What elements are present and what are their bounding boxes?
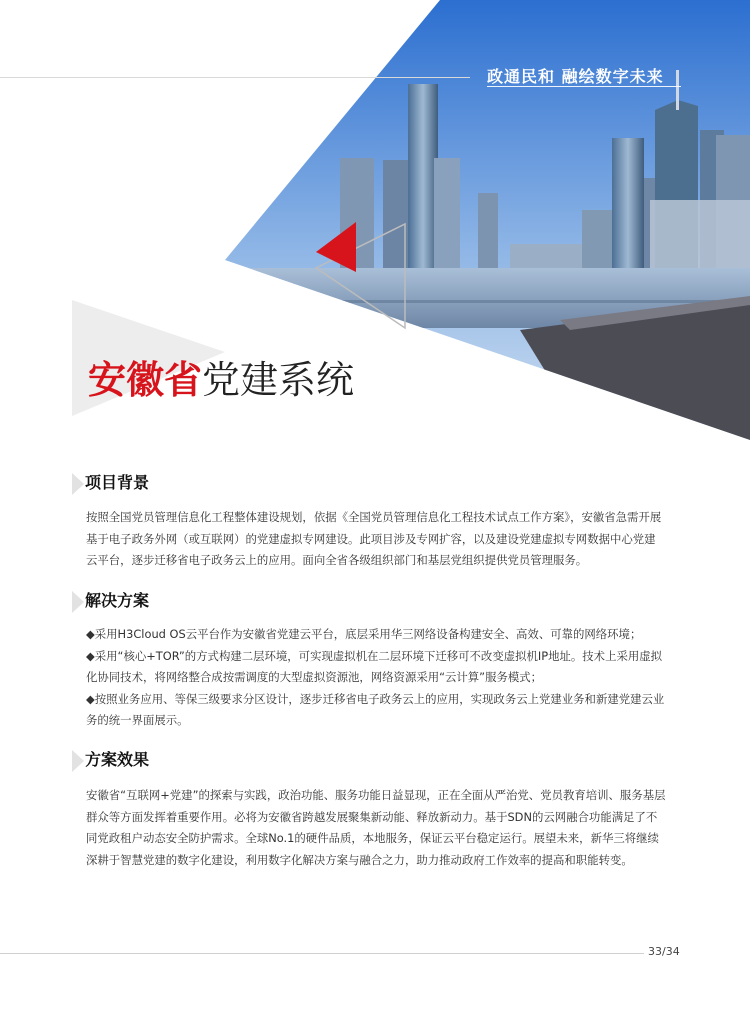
section-title: 方案效果 — [85, 750, 150, 769]
section-paragraph: 安徽省“互联网+党建”的探索与实践，政治功能、服务功能日益显现，正在全面从严治党、党员教育培训、服务基层群众等方面发挥着重要作用。必将为安徽省跨越发展聚集新动能、释放新动力。基于SDN的云网融合功能满足了不同党政租户动态安全防护需求。全球No.1的硬件品质，本地服务，保证云平台稳定运行。展望未来，新华三将继续深耕于智慧党建的数字化建设，利用数字化解决方案与融合之力，助力推动政府工作效率的提高和职能转变。 — [86, 788, 666, 867]
section-title: 解决方案 — [85, 591, 150, 610]
top-divider — [0, 77, 470, 78]
page-number: 33/34 — [648, 945, 680, 958]
section-marker-icon — [72, 591, 84, 613]
header-tagline: 政通民和 融绘数字未来 — [487, 67, 664, 86]
title-accent: 安徽省 — [88, 358, 203, 402]
list-item: ◆采用“核心+TOR”的方式构建二层环境，可实现虚拟机在二层环境下迁移可不改变虚拟机IP地址。技术上采用虚拟化协同技术，将网络整合成按需调度的大型虚拟资源池，网络资源采用“云计算”服务模式； — [86, 648, 663, 684]
tagline-underline — [487, 86, 681, 87]
footer-divider — [0, 953, 644, 954]
section-title: 项目背景 — [85, 473, 150, 492]
title-rest: 党建系统 — [202, 358, 355, 402]
section-paragraph: 按照全国党员管理信息化工程整体建设规划，依据《全国党员管理信息化工程技术试点工作方案》，安徽省急需开展基于电子政务外网（或互联网）的党建虚拟专网建设。此项目涉及专网扩容，以及建设党建虚拟专网数据中心党建云平台，逐步迁移省电子政务云上的应用。面向全省各级组织部门和基层党组织提供党员管理服务。 — [86, 510, 662, 567]
list-item: ◆按照业务应用、等保三级要求分区设计，逐步迁移省电子政务云上的应用，实现政务云上党建业务和新建党建云业务的统一界面展示。 — [86, 691, 665, 727]
solution-list — [86, 624, 666, 732]
list-item: ◆采用H3Cloud OS云平台作为安徽省党建云平台，底层采用华三网络设备构建安全、高效、可靠的网络环境； — [86, 627, 642, 641]
section-marker-icon — [72, 750, 84, 772]
section-marker-icon — [72, 473, 84, 495]
page-title — [88, 358, 354, 404]
